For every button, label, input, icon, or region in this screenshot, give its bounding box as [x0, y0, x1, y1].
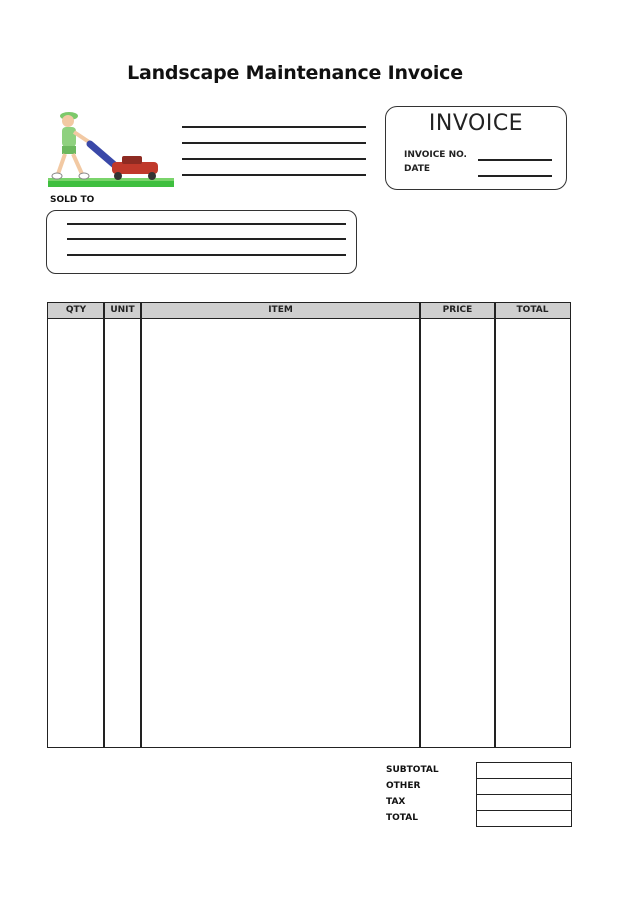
- totals-row-divider: [477, 778, 571, 779]
- date-label: DATE: [404, 164, 431, 174]
- lawn-mower-man-icon: [46, 104, 178, 192]
- invoice-heading: INVOICE: [428, 111, 524, 136]
- header-price: PRICE: [442, 305, 473, 315]
- seller-address-lines: [182, 126, 366, 190]
- sold-to-line[interactable]: [67, 223, 346, 225]
- sold-to-line[interactable]: [67, 254, 346, 256]
- column-divider: [494, 303, 496, 747]
- date-field[interactable]: [478, 175, 552, 177]
- subtotal-label: SUBTOTAL: [386, 765, 439, 775]
- tax-label: TAX: [386, 797, 406, 807]
- invoice-info-box: [385, 106, 567, 190]
- header-qty: QTY: [65, 305, 87, 315]
- totals-box[interactable]: [476, 762, 572, 827]
- column-divider: [140, 303, 142, 747]
- column-divider: [103, 303, 105, 747]
- sold-to-label: SOLD TO: [50, 195, 95, 205]
- header-unit: UNIT: [110, 305, 135, 315]
- totals-row-divider: [477, 810, 571, 811]
- address-line[interactable]: [182, 142, 366, 144]
- other-label: OTHER: [386, 781, 421, 791]
- header-total: TOTAL: [516, 305, 549, 315]
- line-items-table: [47, 302, 571, 748]
- sold-to-line[interactable]: [67, 238, 346, 240]
- total-label: TOTAL: [386, 813, 418, 823]
- totals-row-divider: [477, 794, 571, 795]
- table-header: [48, 303, 570, 319]
- invoice-no-field[interactable]: [478, 159, 552, 161]
- invoice-no-label: INVOICE NO.: [404, 150, 467, 160]
- sold-to-box: [46, 210, 357, 274]
- header-item: ITEM: [268, 305, 293, 315]
- address-line[interactable]: [182, 174, 366, 176]
- page-title: Landscape Maintenance Invoice: [127, 62, 463, 84]
- column-divider: [419, 303, 421, 747]
- address-line[interactable]: [182, 158, 366, 160]
- address-line[interactable]: [182, 126, 366, 128]
